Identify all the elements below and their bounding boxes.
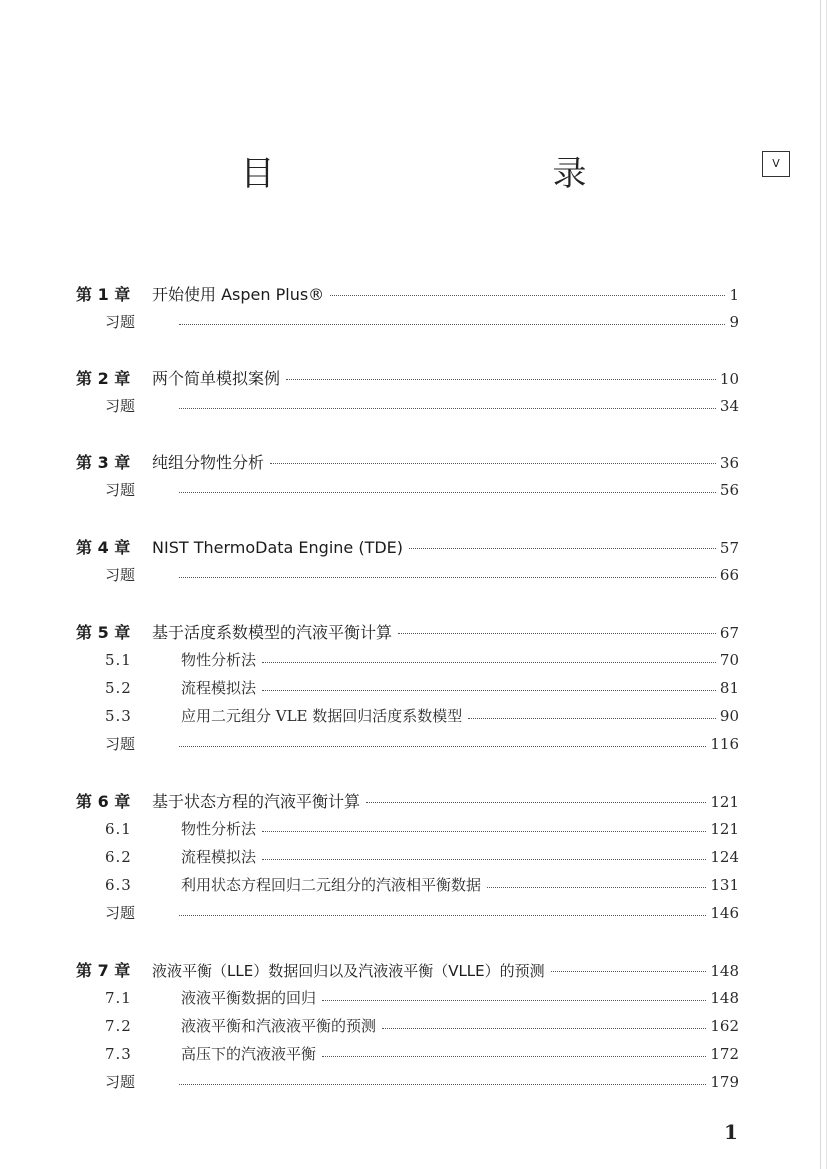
toc-entry-section-7-2[interactable] [76,1015,739,1041]
toc-entry-chapter-7[interactable] [76,958,739,984]
page-ref: 179 [710,1073,739,1091]
dot-leader [286,378,716,380]
section-title: 物性分析法 [181,820,257,838]
chapter-number: 第 2 章 [76,369,131,388]
dot-leader [330,294,725,296]
toc-entry-chapter-3[interactable] [76,450,739,476]
dot-leader [262,689,716,691]
dot-leader [179,1083,706,1085]
page-ref: 67 [719,624,739,642]
section-number: 5.2 [105,679,132,697]
page-ref: 124 [710,848,739,866]
dot-leader [398,632,716,634]
dot-leader [262,858,706,860]
toc-entry-section-7-1[interactable] [76,987,739,1013]
chapter-number: 第 7 章 [76,961,131,980]
section-title: 应用二元组分 VLE 数据回归活度系数模型 [181,707,463,725]
toc-entry-section-5-1[interactable] [76,649,739,675]
chapter-number: 第 3 章 [76,453,131,472]
toc-entry-section-5-3[interactable] [76,705,739,731]
chapter-number: 第 1 章 [76,285,131,304]
section-number: 7.2 [105,1017,132,1035]
exercise-label: 习题 [105,1073,136,1091]
section-title: 利用状态方程回归二元组分的汽液相平衡数据 [181,876,482,894]
section-title: 物性分析法 [181,651,257,669]
dot-leader [468,717,716,719]
page-number: 1 [724,1120,738,1144]
page-ref: 70 [719,651,739,669]
page-ref: 1 [729,286,739,304]
page-ref: 36 [719,454,739,472]
toc-entry-chapter-1[interactable] [76,282,739,308]
toc-entry-chapter-2[interactable] [76,366,739,392]
section-number: 5.1 [105,651,132,669]
chapter-title: NIST ThermoData Engine (TDE) [152,538,404,557]
toc-entry-section-6-3[interactable] [76,874,739,900]
section-title: 高压下的汽液液平衡 [181,1045,317,1063]
section-number: 6.2 [105,848,132,866]
exercise-label: 习题 [105,566,136,584]
page-ref: 121 [710,793,739,811]
toc-entry-exercises-2[interactable] [76,395,739,421]
dot-leader [179,491,716,493]
dot-leader [270,462,716,464]
exercise-label: 习题 [105,904,136,922]
exercise-label: 习题 [105,735,136,753]
dot-leader [322,999,706,1001]
dot-leader [262,661,716,663]
page-ref: 148 [710,989,739,1007]
toc-entry-exercises-6[interactable] [76,902,739,928]
page-ref: 172 [710,1045,739,1063]
page-ref: 146 [710,904,739,922]
page-ref: 81 [719,679,739,697]
toc-entry-section-6-1[interactable] [76,818,739,844]
roman-page-marker: V [762,151,790,177]
section-number: 6.3 [105,876,132,894]
section-title: 液液平衡数据的回归 [181,989,317,1007]
section-title: 流程模拟法 [181,848,257,866]
toc-entry-section-5-2[interactable] [76,677,739,703]
dot-leader [551,970,707,972]
chapter-number: 第 6 章 [76,792,131,811]
section-number: 7.1 [105,989,132,1007]
page-ref: 162 [710,1017,739,1035]
dot-leader [179,745,706,747]
page-ref: 34 [719,397,739,415]
toc-entry-exercises-7[interactable] [76,1071,739,1097]
section-number: 5.3 [105,707,132,725]
chapter-title: 开始使用 Aspen Plus® [152,285,325,304]
section-number: 6.1 [105,820,132,838]
dot-leader [179,407,716,409]
toc-entry-exercises-5[interactable] [76,733,739,759]
page-ref: 56 [719,481,739,499]
page-ref: 66 [719,566,739,584]
dot-leader [262,830,706,832]
dot-leader [179,323,725,325]
exercise-label: 习题 [105,313,136,331]
page-ref: 90 [719,707,739,725]
dot-leader [409,547,716,549]
dot-leader [487,886,706,888]
chapter-title: 纯组分物性分析 [152,453,265,472]
page-ref: 121 [710,820,739,838]
chapter-title: 基于状态方程的汽液平衡计算 [152,792,361,811]
page-ref: 9 [729,313,739,331]
chapter-number: 第 4 章 [76,538,131,557]
section-number: 7.3 [105,1045,132,1063]
toc-entry-chapter-5[interactable] [76,620,739,646]
dot-leader [366,801,706,803]
page-ref: 10 [719,370,739,388]
chapter-title: 液液平衡（LLE）数据回归以及汽液液平衡（VLLE）的预测 [152,962,545,980]
section-title: 流程模拟法 [181,679,257,697]
toc-entry-exercises-4[interactable] [76,564,739,590]
exercise-label: 习题 [105,397,136,415]
toc-entry-section-7-3[interactable] [76,1043,739,1069]
toc-entry-chapter-4[interactable] [76,535,739,561]
toc-entry-chapter-6[interactable] [76,789,739,815]
page-ref: 148 [710,962,739,980]
dot-leader [179,576,716,578]
dot-leader [179,914,706,916]
dot-leader [382,1027,706,1029]
page-ref: 57 [719,539,739,557]
exercise-label: 习题 [105,481,136,499]
page-title: 目 录 [240,154,657,194]
dot-leader [322,1055,706,1057]
page-ref: 131 [710,876,739,894]
chapter-title: 两个简单模拟案例 [152,369,281,388]
chapter-title: 基于活度系数模型的汽液平衡计算 [152,623,393,642]
page-ref: 116 [710,735,739,753]
chapter-number: 第 5 章 [76,623,131,642]
section-title: 液液平衡和汽液液平衡的预测 [181,1017,377,1035]
toc-entry-exercises-1[interactable] [76,311,739,337]
toc-entry-section-6-2[interactable] [76,846,739,872]
toc-entry-exercises-3[interactable] [76,479,739,505]
